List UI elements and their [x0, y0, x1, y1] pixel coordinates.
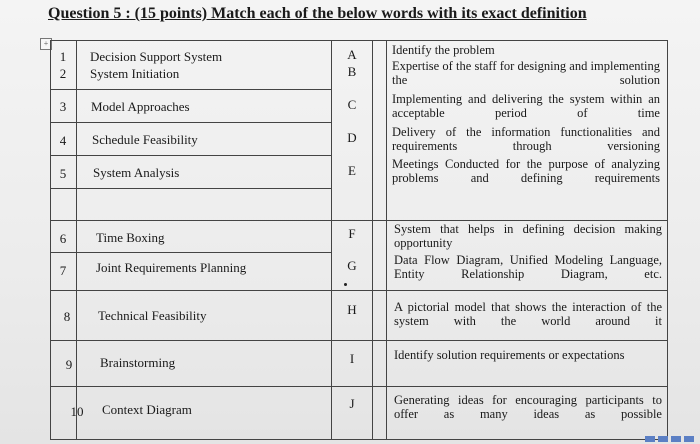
term-text: Brainstorming [100, 355, 176, 370]
table-border-right [667, 40, 668, 440]
term-text: Joint Requirements Planning [96, 260, 247, 275]
taskbar-icon[interactable] [671, 436, 681, 442]
definition-text: Expertise of the staff for designing and implementing the solution [392, 59, 660, 87]
definition-text: Identify the problem [392, 43, 495, 57]
row-divider [50, 122, 332, 123]
term-number: 7 [59, 263, 67, 278]
cursor-mark-icon [344, 283, 347, 286]
definition-letter: I [349, 351, 355, 366]
term-number: 6 [59, 231, 67, 246]
term-number: 10 [70, 404, 84, 419]
term-text: System Initiation [90, 66, 180, 81]
definition-text: Delivery of the information functionalities and requirements through versioning [392, 125, 660, 153]
definition-text: Generating ideas for encouraging participants to offer as many ideas as possible [394, 393, 662, 421]
term-text: Schedule Feasibility [92, 132, 198, 147]
table-move-handle-icon[interactable]: + [40, 38, 52, 50]
term-text: Time Boxing [96, 230, 165, 245]
term-text: Technical Feasibility [98, 308, 207, 323]
term-text: Context Diagram [102, 402, 192, 417]
definition-letter: H [347, 302, 357, 317]
row-divider [50, 439, 668, 440]
definition-text: System that helps in defining decision making opportunity [394, 222, 662, 250]
definition-letter: A [347, 47, 357, 62]
definition-text: Data Flow Diagram, Unified Modeling Language, Entity Relationship Diagram, etc. [394, 253, 662, 281]
row-divider [50, 252, 332, 253]
term-number: 2 [59, 66, 67, 81]
term-text: System Analysis [93, 165, 180, 180]
question-title: Question 5 : (15 points) Match each of the below words with its exact definition [48, 5, 587, 22]
row-divider [50, 89, 332, 90]
row-divider [50, 188, 332, 189]
term-number: 1 [59, 49, 67, 64]
term-text: Model Approaches [91, 99, 190, 114]
taskbar-strip [645, 436, 694, 442]
definition-letter: B [347, 64, 357, 79]
column-divider-3 [372, 40, 373, 440]
row-divider [50, 220, 668, 221]
definition-letter: E [348, 163, 356, 178]
definition-text: Identify solution requirements or expectations [394, 348, 625, 362]
definition-letter: G [347, 258, 357, 273]
definition-text: A pictorial model that shows the interaction of the system with the world around it [394, 300, 662, 328]
column-divider-1 [76, 40, 77, 440]
term-number: 3 [59, 99, 67, 114]
definition-text: Meetings Conducted for the purpose of analyzing problems and defining requirements [392, 157, 660, 185]
term-number: 9 [65, 357, 73, 372]
taskbar-icon[interactable] [658, 436, 668, 442]
term-number: 8 [63, 309, 71, 324]
term-text: Decision Support System [90, 49, 223, 64]
term-number: 4 [59, 133, 67, 148]
term-number: 5 [59, 166, 67, 181]
taskbar-icon[interactable] [684, 436, 694, 442]
definition-text: Implementing and delivering the system within an acceptable period of time [392, 92, 660, 120]
row-divider [50, 386, 668, 387]
definition-letter: C [347, 97, 357, 112]
definition-letter: F [348, 226, 356, 241]
taskbar-icon[interactable] [645, 436, 655, 442]
column-divider-4 [386, 40, 387, 440]
row-divider [50, 155, 332, 156]
definition-letter: J [349, 396, 355, 411]
table-border-top [50, 40, 668, 41]
definition-letter: D [347, 130, 357, 145]
